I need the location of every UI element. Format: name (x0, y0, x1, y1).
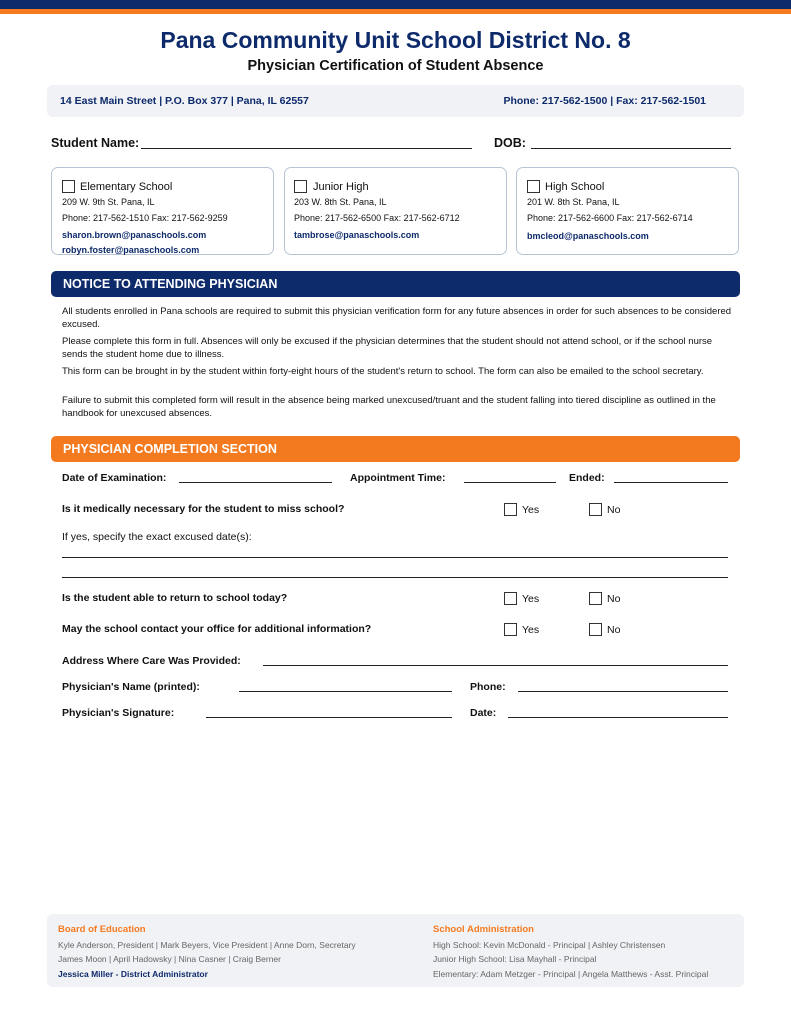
student-name-field[interactable] (141, 148, 472, 149)
junior-high-checkbox[interactable] (294, 180, 307, 193)
elementary-email-1[interactable]: sharon.brown@panaschools.com (62, 230, 207, 240)
district-administrator: Jessica Miller - District Administrator (58, 969, 208, 979)
district-address: 14 East Main Street | P.O. Box 377 | Pana, IL 62557 (60, 95, 309, 107)
q1-yes-checkbox[interactable] (504, 503, 517, 516)
physician-phone-label: Phone: (470, 681, 506, 693)
dob-field[interactable] (531, 148, 731, 149)
q1-yes-label: Yes (522, 504, 540, 516)
signature-date-field[interactable] (508, 717, 728, 718)
q2-no-checkbox[interactable] (589, 592, 602, 605)
ended-label: Ended: (569, 472, 605, 484)
notice-paragraph-1: All students enrolled in Pana schools are required to submit this physician verification form for any future absences in order for such absences to be considered excused. (62, 306, 732, 330)
completion-heading: PHYSICIAN COMPLETION SECTION (51, 436, 740, 462)
notice-heading: NOTICE TO ATTENDING PHYSICIAN (51, 271, 740, 297)
excused-dates-line-1[interactable] (62, 557, 728, 558)
q1-no-checkbox[interactable] (589, 503, 602, 516)
date-exam-label: Date of Examination: (62, 472, 167, 484)
top-orange-bar (0, 9, 791, 14)
junior-high-name: Junior High (313, 181, 369, 193)
physician-phone-field[interactable] (518, 691, 728, 692)
high-school-phone: Phone: 217-562-6600 Fax: 217-562-6714 (527, 213, 693, 223)
question-medically-necessary: Is it medically necessary for the student to miss school? (62, 503, 345, 515)
page-title: Pana Community Unit School District No. 8 (160, 27, 631, 53)
question-return-today: Is the student able to return to school today? (62, 592, 288, 604)
admin-junior-high: Junior High School: Lisa Mayhall - Principal (433, 954, 597, 964)
notice-paragraph-2: Please complete this form in full. Absences will only be excused if the physician determines that the student should not attend school, or if the school nurse sends the student home due to illness. (62, 336, 713, 360)
q1-no-label: No (607, 504, 621, 516)
board-members-line-1: Kyle Anderson, President | Mark Beyers, Vice President | Anne Dorn, Secretary (58, 940, 356, 950)
top-navy-bar (0, 0, 791, 9)
q2-no-label: No (607, 593, 621, 605)
question-contact-office: May the school contact your office for additional information? (62, 623, 372, 635)
ended-field[interactable] (614, 482, 728, 483)
signature-date-label: Date: (470, 707, 497, 719)
page-subtitle: Physician Certification of Student Absence (247, 58, 544, 74)
board-heading: Board of Education (58, 924, 146, 935)
q2-yes-label: Yes (522, 593, 540, 605)
elementary-phone: Phone: 217-562-1510 Fax: 217-562-9259 (62, 213, 228, 223)
q3-no-checkbox[interactable] (589, 623, 602, 636)
elementary-name: Elementary School (80, 181, 173, 193)
notice-paragraph-4: Failure to submit this completed form will result in the absence being marked unexcused/truant and the student falling into tiered discipline as outlined in the handbook for unexcused absences. (62, 395, 716, 419)
admin-heading: School Administration (433, 924, 534, 935)
physician-name-label: Physician's Name (printed): (62, 681, 200, 693)
elementary-address: 209 W. 9th St. Pana, IL (62, 197, 155, 207)
care-address-label: Address Where Care Was Provided: (62, 655, 241, 667)
q3-no-label: No (607, 624, 621, 636)
excused-dates-line-2[interactable] (62, 577, 728, 578)
physician-signature-field[interactable] (206, 717, 452, 718)
high-school-checkbox[interactable] (527, 180, 540, 193)
high-school-address: 201 W. 8th St. Pana, IL (527, 197, 620, 207)
student-name-label: Student Name: (51, 136, 140, 150)
physician-name-field[interactable] (239, 691, 452, 692)
district-phone-fax: Phone: 217-562-1500 | Fax: 217-562-1501 (503, 95, 706, 107)
physician-signature-label: Physician's Signature: (62, 707, 175, 719)
admin-high-school: High School: Kevin McDonald - Principal | Ashley Christensen (433, 940, 666, 950)
high-school-name: High School (545, 181, 605, 193)
elementary-checkbox[interactable] (62, 180, 75, 193)
excused-dates-label: If yes, specify the exact excused date(s): (62, 531, 252, 543)
date-exam-field[interactable] (179, 482, 332, 483)
appt-time-label: Appointment Time: (350, 472, 446, 484)
care-address-field[interactable] (263, 665, 728, 666)
q3-yes-checkbox[interactable] (504, 623, 517, 636)
elementary-email-2[interactable]: robyn.foster@panaschools.com (62, 245, 200, 255)
notice-paragraph-3: This form can be brought in by the student within forty-eight hours of the student's return to school. The form can also be emailed to the school secretary. (62, 366, 704, 377)
dob-label: DOB: (494, 136, 526, 150)
admin-elementary: Elementary: Adam Metzger - Principal | Angela Matthews - Asst. Principal (433, 969, 709, 979)
junior-high-phone: Phone: 217-562-6500 Fax: 217-562-6712 (294, 213, 460, 223)
appt-time-field[interactable] (464, 482, 556, 483)
board-members-line-2: James Moon | April Hadowsky | Nina Casner | Craig Berner (58, 954, 281, 964)
high-school-email[interactable]: bmcleod@panaschools.com (527, 231, 649, 241)
junior-high-email[interactable]: tambrose@panaschools.com (294, 230, 420, 240)
junior-high-address: 203 W. 8th St. Pana, IL (294, 197, 387, 207)
q3-yes-label: Yes (522, 624, 540, 636)
q2-yes-checkbox[interactable] (504, 592, 517, 605)
